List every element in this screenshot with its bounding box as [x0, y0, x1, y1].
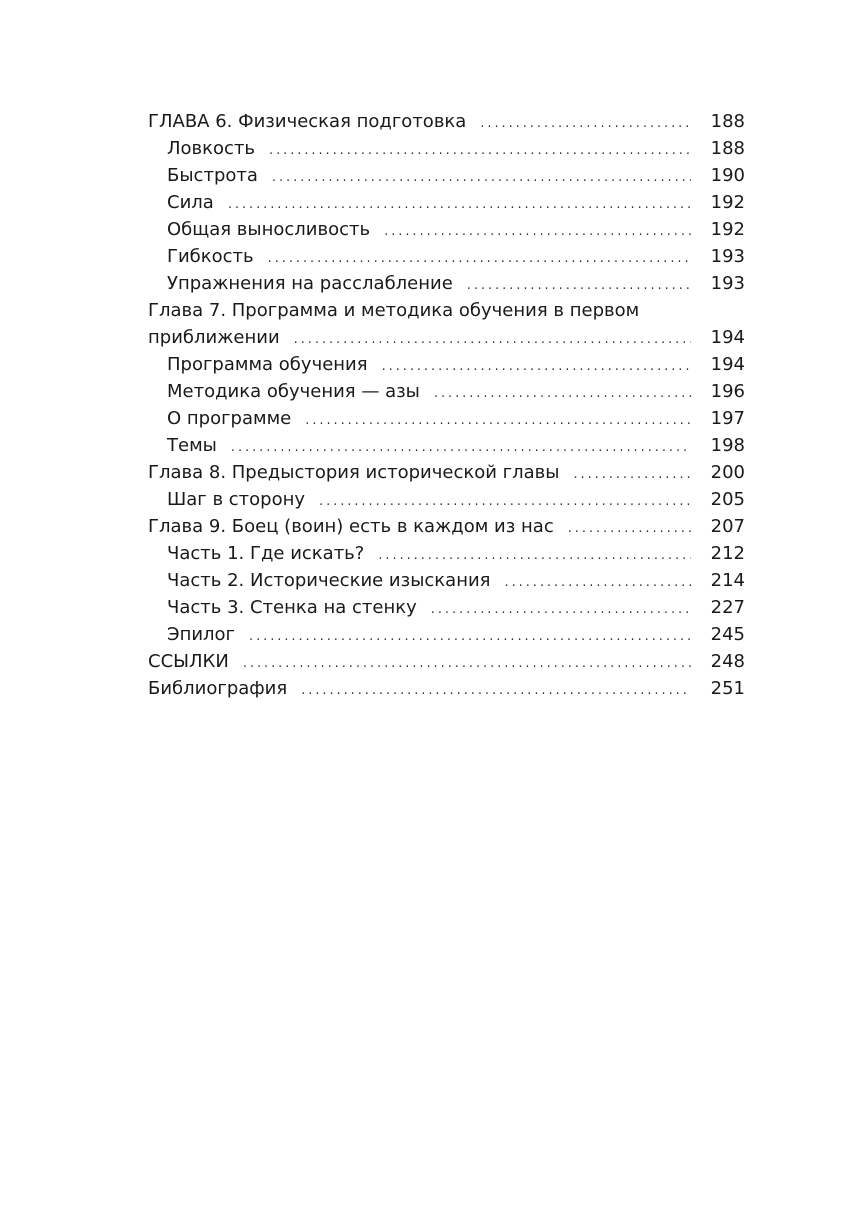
toc-entry-chapter-9: [148, 513, 745, 540]
toc-entry-title: Программа обучения: [167, 354, 368, 375]
dot-leader: [294, 326, 691, 353]
toc-entry-section: [148, 162, 745, 189]
dot-leader: [568, 515, 691, 542]
dot-leader: [243, 650, 691, 677]
toc-entry-page: 227: [710, 597, 745, 618]
dot-leader: [573, 461, 691, 488]
dot-leader: [228, 191, 691, 218]
toc-entry-page: 245: [710, 624, 745, 645]
toc-entry-chapter-7-line1: [148, 297, 745, 324]
toc-entry-page: 212: [710, 543, 745, 564]
toc-entry-section: [148, 486, 745, 513]
toc-entry-title: Часть 1. Где искать?: [167, 543, 365, 564]
dot-leader: [305, 407, 691, 434]
toc-entry-section: [148, 189, 745, 216]
toc-entry-title: Глава 8. Предыстория исторической главы: [148, 462, 560, 483]
toc-entry-section: [148, 243, 745, 270]
dot-leader: [384, 218, 691, 245]
toc-entry-page: 194: [710, 354, 745, 375]
dot-leader: [467, 272, 691, 299]
toc-entry-section: [148, 621, 745, 648]
toc-entry-page: 196: [710, 381, 745, 402]
toc-entry-section: [148, 351, 745, 378]
toc-entry-section: [148, 405, 745, 432]
toc-entry-chapter-8: [148, 459, 745, 486]
dot-leader: [480, 110, 691, 137]
dot-leader: [382, 353, 691, 380]
dot-leader: [268, 245, 691, 272]
toc-entry-title: Сила: [167, 192, 214, 213]
toc-entry-title: Эпилог: [167, 624, 236, 645]
toc-entry-section: [148, 270, 745, 297]
toc-entry-page: 192: [710, 219, 745, 240]
toc-entry-page: 188: [710, 111, 745, 132]
dot-leader: [505, 569, 691, 596]
toc-entry-title: Ловкость: [167, 138, 256, 159]
toc-entry-page: 192: [710, 192, 745, 213]
toc-entry-section: [148, 378, 745, 405]
toc-entry-section: [148, 567, 745, 594]
toc-entry-page: 188: [710, 138, 745, 159]
toc-entry-page: 205: [710, 489, 745, 510]
dot-leader: [431, 596, 691, 623]
toc-entry-title: Быстрота: [167, 165, 258, 186]
toc-entry-section: [148, 432, 745, 459]
dot-leader: [319, 488, 691, 515]
dot-leader: [231, 434, 691, 461]
toc-entry-title: Шаг в сторону: [167, 489, 306, 510]
toc-entry-title: Гибкость: [167, 246, 254, 267]
toc-entry-page: 214: [710, 570, 745, 591]
toc-entry-title: ССЫЛКИ: [148, 651, 229, 672]
dot-leader: [434, 380, 691, 407]
toc-entry-title: Часть 2. Исторические изыскания: [167, 570, 491, 591]
toc-entry-title: Темы: [167, 435, 217, 456]
toc-entry-page: 251: [710, 678, 745, 699]
toc-entry-references: [148, 648, 745, 675]
dot-leader: [269, 137, 691, 164]
toc-entry-section: [148, 216, 745, 243]
toc-entry-title: Глава 7. Программа и методика обучения в первом: [148, 300, 640, 321]
toc-entry-page: 194: [710, 327, 745, 348]
dot-leader: [378, 542, 691, 569]
toc-entry-page: 190: [710, 165, 745, 186]
dot-leader: [249, 623, 691, 650]
toc-entry-page: 193: [710, 273, 745, 294]
toc-entry-title-continuation: приближении: [148, 327, 280, 348]
toc-entry-title: Часть 3. Стенка на стенку: [167, 597, 417, 618]
toc-entry-page: 248: [710, 651, 745, 672]
toc-entry-title: Глава 9. Боец (воин) есть в каждом из нас: [148, 516, 554, 537]
toc-entry-section: [148, 135, 745, 162]
toc-entry-page: 193: [710, 246, 745, 267]
toc-entry-title: Упражнения на расслабление: [167, 273, 453, 294]
toc-entry-chapter-6: [148, 108, 745, 135]
toc-entry-page: 198: [710, 435, 745, 456]
toc-entry-page: 200: [710, 462, 745, 483]
dot-leader: [272, 164, 691, 191]
toc-entry-chapter-7-line2: [148, 324, 745, 351]
toc-entry-page: 207: [710, 516, 745, 537]
dot-leader: [301, 677, 691, 704]
toc-entry-page: 197: [710, 408, 745, 429]
toc-entry-title: Общая выносливость: [167, 219, 371, 240]
toc-entry-title: Методика обучения — азы: [167, 381, 420, 402]
toc-entry-section: [148, 540, 745, 567]
toc-entry-title: Библиография: [148, 678, 288, 699]
table-of-contents: [148, 108, 745, 702]
toc-entry-bibliography: [148, 675, 745, 702]
toc-entry-title: О программе: [167, 408, 292, 429]
toc-entry-section: [148, 594, 745, 621]
toc-entry-title: ГЛАВА 6. Физическая подготовка: [148, 111, 467, 132]
